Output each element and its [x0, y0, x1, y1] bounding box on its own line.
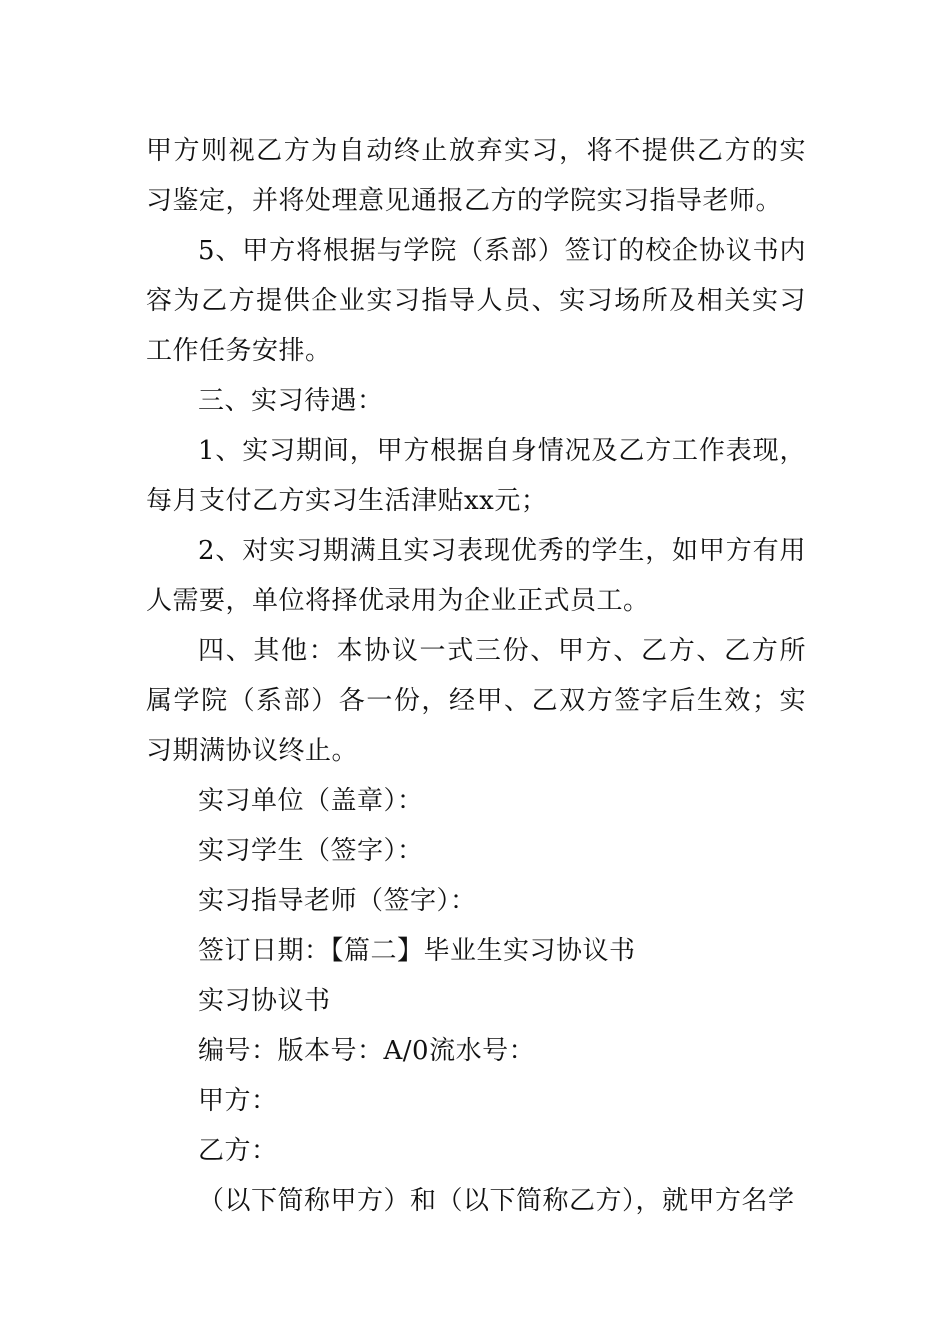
signature-line-unit: 实习单位（盖章）：	[198, 786, 424, 816]
party-b-line: 乙方：	[198, 1136, 278, 1166]
paragraph-allowance: 1、实习期间，甲方根据自身情况及乙方工作表现，每月支付乙方实习生活津贴xx元；	[146, 436, 806, 516]
paragraph-other: 四、其他：本协议一式三份、甲方、乙方、乙方所属学院（系部）各一份，经甲、乙双方签字后生效；实习期满协议终止。	[146, 636, 806, 766]
section-heading-treatment: 三、实习待遇：	[198, 386, 384, 416]
signing-date-line: 签订日期：【篇二】毕业生实习协议书	[198, 936, 636, 966]
paragraph-2: 5、甲方将根据与学院（系部）签订的校企协议书内容为乙方提供企业实习指导人员、实习场所及相关实习工作任务安排。	[146, 236, 806, 366]
paragraph-hiring: 2、对实习期满且实习表现优秀的学生，如甲方有用人需要，单位将择优录用为企业正式员工。	[146, 536, 806, 616]
signature-line-student: 实习学生（签字）：	[198, 836, 424, 866]
party-a-line: 甲方：	[198, 1086, 278, 1116]
document-number-line: 编号：版本号：A/0流水号：	[198, 1036, 536, 1066]
paragraph-1: 甲方则视乙方为自动终止放弃实习，将不提供乙方的实习鉴定，并将处理意见通报乙方的学院实习指导老师。	[146, 136, 806, 216]
document-body	[146, 126, 806, 1226]
agreement-title: 实习协议书	[198, 986, 331, 1016]
signature-line-teacher: 实习指导老师（签字）：	[198, 886, 477, 916]
paragraph-intro: （以下简称甲方）和（以下简称乙方），就甲方名学	[198, 1186, 795, 1216]
